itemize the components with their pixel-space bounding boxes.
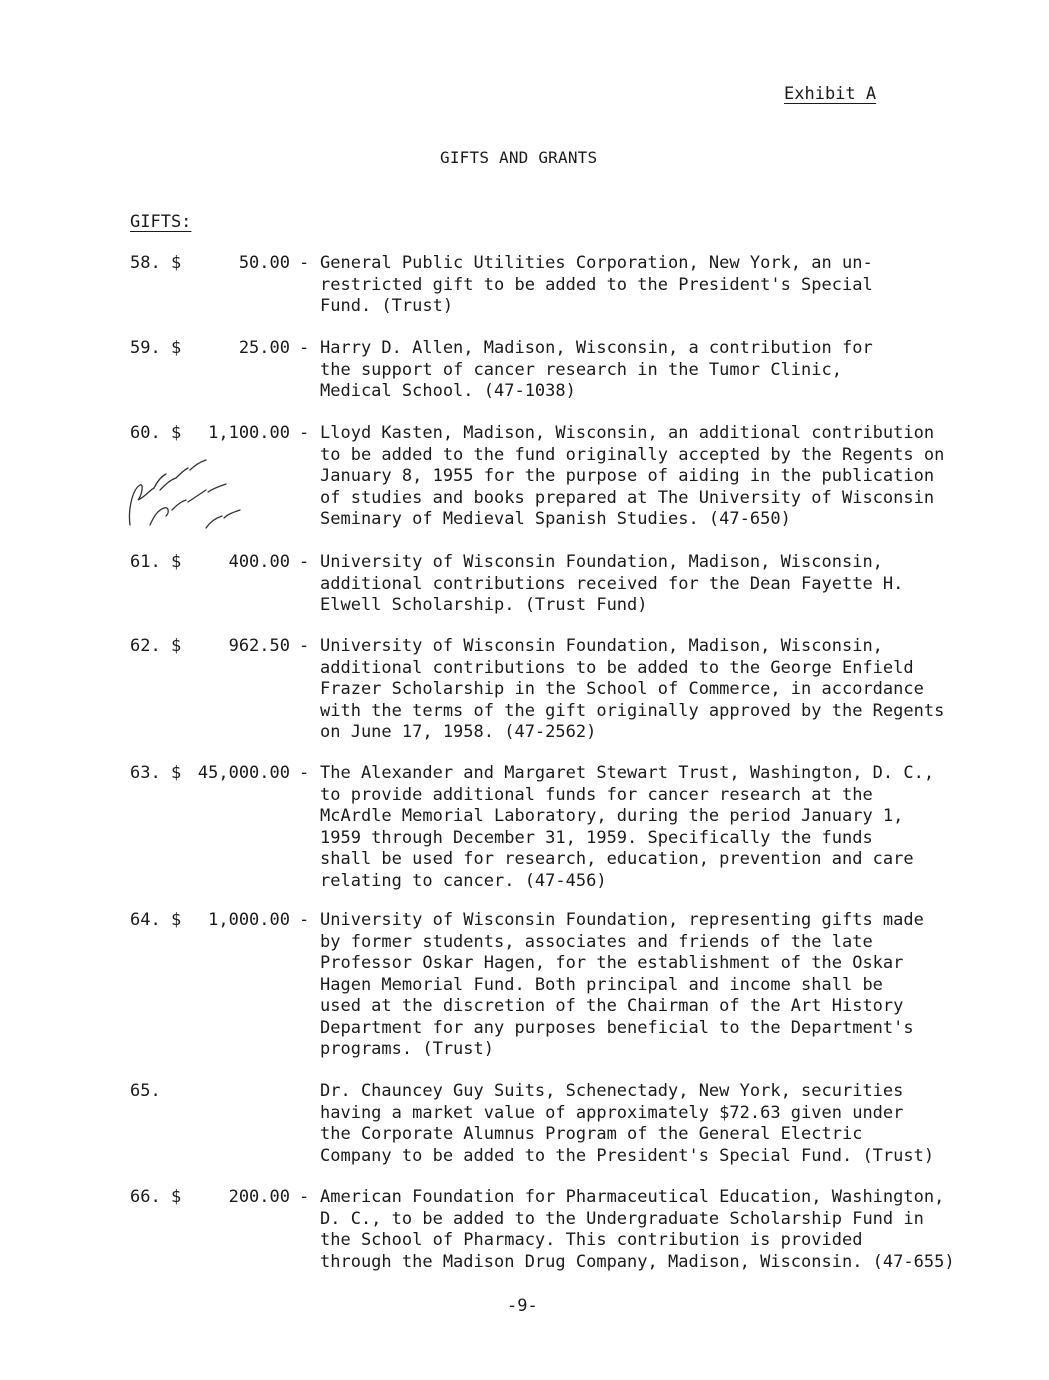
entry-number: 58. $ [130, 253, 182, 273]
entry-number: 62. $ [130, 636, 182, 656]
entry-description: University of Wisconsin Foundation, Madison, Wisconsin, additional contributions received for the Dean Fayette H. Elwell Scholarship. (Trust Fund) [320, 552, 904, 615]
entry-dash: - [299, 763, 310, 783]
handwritten-margin-note [110, 450, 270, 550]
entry-description: Dr. Chauncey Guy Suits, Schenectady, New York, securities having a market value of approximately $72.63 given under the Corporate Alumnus Program of the General Electric Company to be added to the President's Special Fund. (Trust) [320, 1081, 935, 1166]
entry-dash: - [299, 636, 310, 656]
entry-amount: 962.50 [228, 636, 290, 656]
entry-number: 61. $ [130, 552, 182, 572]
page-number: -9- [507, 1296, 538, 1316]
entry-amount: 25.00 [238, 338, 290, 358]
entry-description: American Foundation for Pharmaceutical Education, Washington, D. C., to be added to the Undergraduate Scholarship Fund in the School of Pharmacy. This contribution is provided through the Madison Drug Company, Madison, Wisconsin. (47-655) [320, 1187, 955, 1272]
entry-dash: - [299, 423, 310, 443]
entry-amount: 1,000.00 [208, 910, 290, 930]
page-title: GIFTS AND GRANTS [440, 148, 598, 167]
entry-number: 65. [130, 1081, 161, 1101]
entry-description: The Alexander and Margaret Stewart Trust, Washington, D. C., to provide additional funds for cancer research at the McArdle Memorial Laboratory, during the period January 1, 1959 through December 31, 1959. Specifically the funds shall be used for research, education, prevention and care relating to cancer. (47-456) [320, 763, 935, 891]
entry-number: 64. $ [130, 910, 182, 930]
entry-amount: 1,100.00 [208, 423, 290, 443]
entry-dash: - [299, 1187, 310, 1207]
handwriting-scribble-icon [110, 450, 270, 550]
entry-number: 66. $ [130, 1187, 182, 1207]
section-heading: GIFTS: [130, 212, 192, 232]
entry-number: 59. $ [130, 338, 182, 358]
entry-dash: - [299, 338, 310, 358]
entry-amount: 400.00 [228, 552, 290, 572]
entry-description: University of Wisconsin Foundation, Madison, Wisconsin, additional contributions to be added to the George Enfield Frazer Scholarship in the School of Commerce, in accordance with the terms of the gift originally approved by the Regents on June 17, 1958. (47-2562) [320, 636, 945, 742]
entry-dash: - [299, 910, 310, 930]
exhibit-label: Exhibit A [784, 84, 877, 104]
entry-amount: 45,000.00 [197, 763, 290, 783]
entry-amount: 50.00 [238, 253, 290, 273]
entry-amount: 200.00 [228, 1187, 290, 1207]
entry-description: Harry D. Allen, Madison, Wisconsin, a contribution for the support of cancer research in the Tumor Clinic, Medical School. (47-1038) [320, 338, 873, 401]
entry-dash: - [299, 253, 310, 273]
entry-description: Lloyd Kasten, Madison, Wisconsin, an additional contribution to be added to the fund originally accepted by the Regents on January 8, 1955 for the purpose of aiding in the publication of studies and books prepared at The University of Wisconsin Seminary of Medieval Spanish Studies. (47-650) [320, 423, 945, 529]
entry-description: University of Wisconsin Foundation, representing gifts made by former students, associates and friends of the late Professor Oskar Hagen, for the establishment of the Oskar Hagen Memorial Fund. Both principal and income shall be used at the discretion of the Chairman of the Art History Department for any purposes beneficial to the Department's programs. (Trust) [320, 910, 924, 1059]
entry-description: General Public Utilities Corporation, New York, an un- restricted gift to be added to the President's Special Fund. (Trust) [320, 253, 873, 316]
entry-number: 60. $ [130, 423, 182, 443]
entry-dash: - [299, 552, 310, 572]
entry-number: 63. $ [130, 763, 182, 783]
